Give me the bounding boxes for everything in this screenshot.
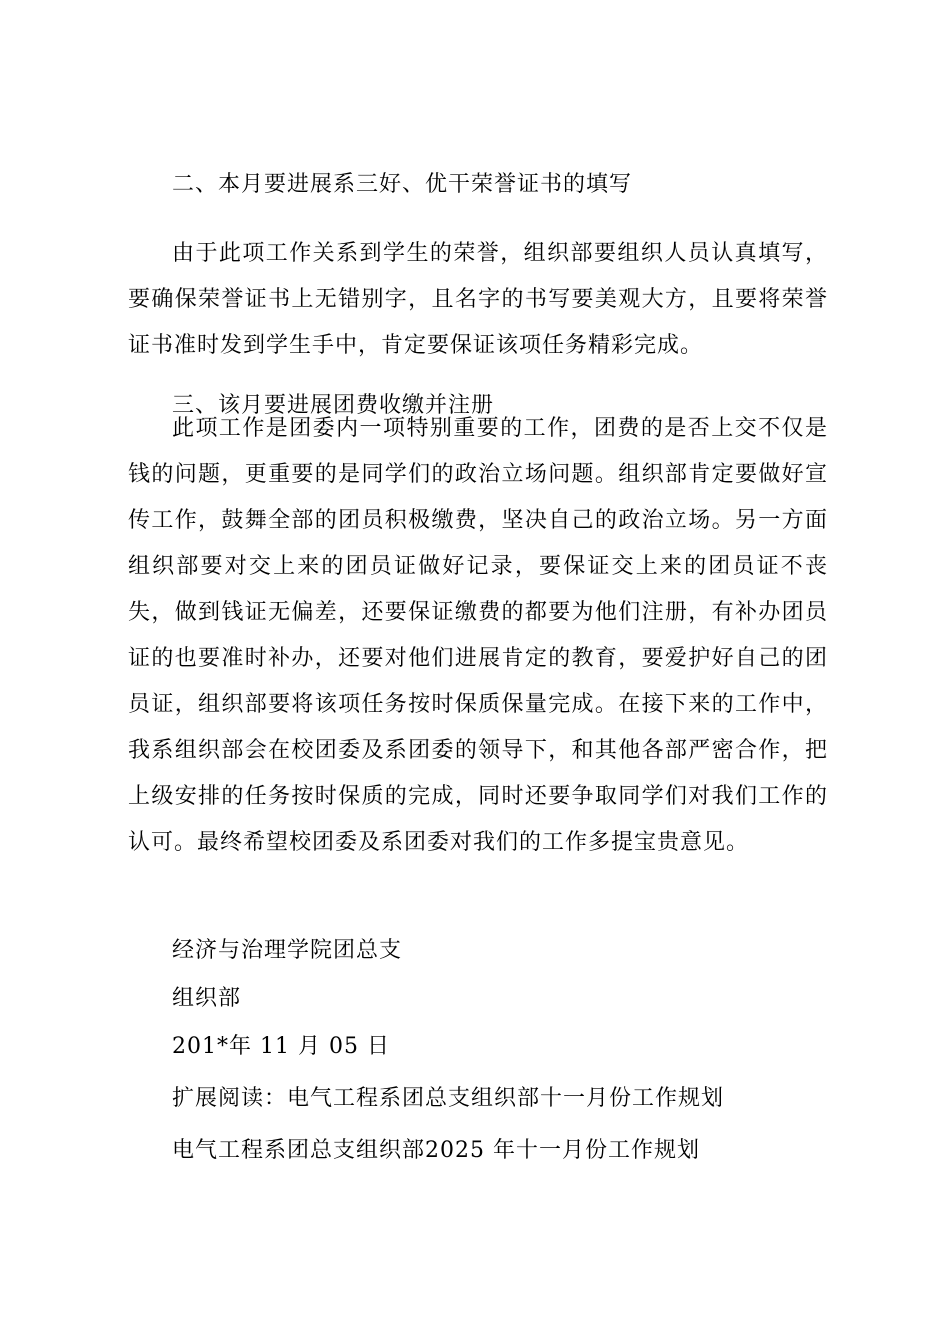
signature-date: 201*年 11 月 05 日 [172, 1034, 390, 1059]
signature-department: 组织部 [172, 986, 242, 1011]
section-heading-two: 二、本月要进展系三好、优干荣誉证书的填写 [172, 172, 633, 197]
section-heading-three: 三、该月要进展团费收缴并注册 [172, 393, 495, 418]
section-paragraph-two: 由于此项工作关系到学生的荣誉，组织部要组织人员认真填写，要确保荣誉证书上无错别字，且名字的书写要美观大方，且要将荣誉证书准时发到学生手中，肯定要保证该项任务精彩完成。 [128, 241, 828, 358]
section-paragraph-three: 此项工作是团委内一项特别重要的工作，团费的是否上交不仅是钱的问题，更重要的是同学们的政治立场问题。组织部肯定要做好宣传工作，鼓舞全部的团员积极缴费，坚决自己的政治立场。另一方面组织部要对交上来的团员证做好记录，要保证交上来的团员证不丧失，做到钱证无偏差，还要保证缴费的都要为他们注册，有补办团员证的也要准时补办，还要对他们进展肯定的教育，要爱护好自己的团员证，组织部要将该项任务按时保质保量完成。在接下来的工作中，我系组织部会在校团委及系团委的领导下，和其他各部严密合作，把上级安排的任务按时保质的完成，同时还要争取同学们对我们工作的认可。最终希望校团委及系团委对我们的工作多提宝贵意见。 [128, 416, 828, 855]
extended-reading-heading: 扩展阅读：电气工程系团总支组织部十一月份工作规划 [172, 1086, 725, 1111]
signature-organization: 经济与治理学院团总支 [172, 938, 403, 963]
next-document-title: 电气工程系团总支组织部2025 年十一月份工作规划 [172, 1138, 700, 1163]
